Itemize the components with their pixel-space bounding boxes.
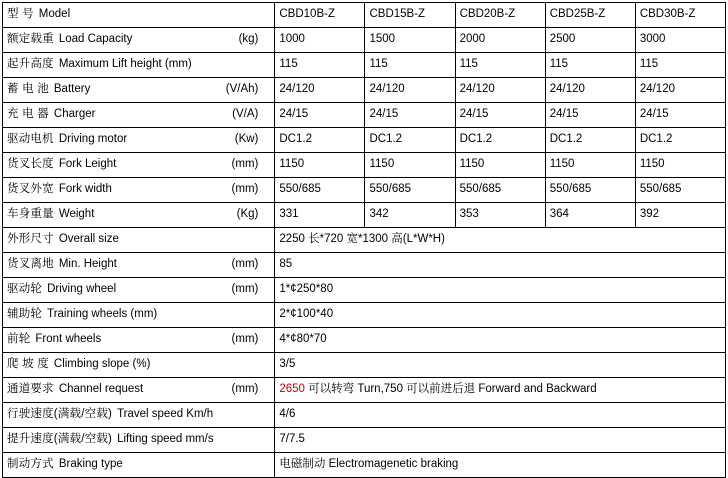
cell-value: 550/685 [545, 178, 635, 203]
cell-value: 353 [455, 203, 545, 228]
cell-value-merged: 3/5 [275, 353, 726, 378]
table-row [3, 328, 726, 353]
row-label-model [3, 3, 275, 28]
row-label-en: Weight [58, 208, 95, 220]
cell-value: 115 [365, 53, 455, 78]
cell-value: DC1.2 [455, 128, 545, 153]
row-label-cn: 充 电 器 [7, 108, 49, 120]
row-label [3, 253, 275, 278]
cell-value-merged: 2*¢100*40 [275, 303, 726, 328]
cell-value: 1150 [365, 153, 455, 178]
row-label-cn: 驱动电机 [7, 133, 54, 145]
row-label-en: Fork width [58, 183, 112, 195]
row-label-unit: (mm) [231, 383, 259, 395]
cell-value: 115 [275, 53, 365, 78]
row-label-en: Model [38, 8, 71, 20]
row-label [3, 28, 275, 53]
row-label [3, 178, 275, 203]
row-label-cn: 行驶速度(满载/空载) [7, 408, 113, 420]
row-label [3, 103, 275, 128]
table-row [3, 153, 726, 178]
row-label-en: Lifting speed mm/s [117, 433, 214, 445]
row-label [3, 203, 275, 228]
cell-value-merged: 4*¢80*70 [275, 328, 726, 353]
row-label-en: Maximum Lift height (mm) [58, 58, 192, 70]
row-label [3, 53, 275, 78]
specification-table [2, 2, 726, 478]
cell-value-text: 可以转弯 Turn,750 可以前进后退 Forward and Backward [304, 383, 597, 395]
cell-value: 115 [545, 53, 635, 78]
table-row-model [3, 3, 726, 28]
cell-value: CBD15B-Z [365, 3, 455, 28]
row-label-unit: (kg) [238, 33, 259, 45]
cell-value: 342 [365, 203, 455, 228]
cell-value: DC1.2 [365, 128, 455, 153]
cell-value: 550/685 [365, 178, 455, 203]
row-label-unit: (Kg) [236, 208, 259, 220]
table-row [3, 253, 726, 278]
cell-value: 550/685 [635, 178, 725, 203]
cell-value: 364 [545, 203, 635, 228]
cell-value: 24/15 [635, 103, 725, 128]
row-label-cn: 货叉离地 [7, 258, 54, 270]
cell-value: DC1.2 [545, 128, 635, 153]
row-label-en: Overall size [58, 233, 119, 245]
row-label [3, 453, 275, 478]
cell-value: 115 [635, 53, 725, 78]
row-label-en: Fork Leight [58, 158, 117, 170]
row-label [3, 303, 275, 328]
row-label [3, 378, 275, 403]
row-label-en: Charger [53, 108, 96, 120]
row-label-cn: 爬 坡 度 [7, 358, 49, 370]
row-label [3, 228, 275, 253]
cell-value: 1150 [275, 153, 365, 178]
row-label-cn: 车身重量 [7, 208, 54, 220]
cell-value: 1150 [455, 153, 545, 178]
row-label-unit: (mm) [231, 333, 259, 345]
cell-value-merged: 2250 长*720 宽*1300 高(L*W*H) [275, 228, 726, 253]
row-label-unit: (mm) [231, 283, 259, 295]
cell-value: 1000 [275, 28, 365, 53]
row-label-en: Braking type [58, 458, 123, 470]
cell-value: 24/120 [545, 78, 635, 103]
cell-value: 24/120 [275, 78, 365, 103]
table-row [3, 53, 726, 78]
row-label-en: Load Capacity [58, 33, 133, 45]
row-label-cn: 外形尺寸 [7, 233, 54, 245]
highlighted-value: 2650 [279, 383, 305, 395]
row-label-cn: 蓄 电 池 [7, 83, 49, 95]
table-row [3, 28, 726, 53]
row-label-en: Climbing slope (%) [53, 358, 151, 370]
cell-value: CBD10B-Z [275, 3, 365, 28]
cell-value: CBD20B-Z [455, 3, 545, 28]
row-label-en: Min. Height [58, 258, 117, 270]
table-row [3, 403, 726, 428]
cell-value: 550/685 [455, 178, 545, 203]
cell-value: 331 [275, 203, 365, 228]
cell-value: 1150 [635, 153, 725, 178]
cell-value: CBD30B-Z [635, 3, 725, 28]
table-row [3, 353, 726, 378]
cell-value: 24/120 [365, 78, 455, 103]
table-row [3, 453, 726, 478]
cell-value: CBD25B-Z [545, 3, 635, 28]
cell-value: 392 [635, 203, 725, 228]
row-label [3, 328, 275, 353]
cell-value: 115 [455, 53, 545, 78]
row-label [3, 78, 275, 103]
row-label-cn: 通道要求 [7, 383, 54, 395]
table-row-channel-request [3, 378, 726, 403]
table-row [3, 103, 726, 128]
row-label-en: Front wheels [35, 333, 102, 345]
row-label-en: Driving wheel [47, 283, 117, 295]
row-label-unit: (mm) [231, 258, 259, 270]
cell-value-merged: 1*¢250*80 [275, 278, 726, 303]
table-row [3, 78, 726, 103]
row-label-cn: 前轮 [7, 333, 31, 345]
cell-value-merged: 7/7.5 [275, 428, 726, 453]
row-label-unit: (V/Ah) [225, 83, 259, 95]
row-label [3, 278, 275, 303]
cell-value: 24/120 [455, 78, 545, 103]
table-row [3, 178, 726, 203]
row-label [3, 128, 275, 153]
cell-value: 24/120 [635, 78, 725, 103]
row-label-en: Battery [53, 83, 91, 95]
table-row [3, 228, 726, 253]
row-label-en: Channel request [58, 383, 144, 395]
cell-value: DC1.2 [275, 128, 365, 153]
cell-value: 550/685 [275, 178, 365, 203]
cell-value-merged: 4/6 [275, 403, 726, 428]
cell-value: 2000 [455, 28, 545, 53]
cell-value-merged [275, 378, 726, 403]
row-label-en: Driving motor [58, 133, 128, 145]
cell-value: DC1.2 [635, 128, 725, 153]
table-row [3, 428, 726, 453]
table-row [3, 303, 726, 328]
row-label-cn: 货叉外宽 [7, 183, 54, 195]
table-row [3, 203, 726, 228]
cell-value: 24/15 [365, 103, 455, 128]
cell-value-merged: 电磁制动 Electromagenetic braking [275, 453, 726, 478]
row-label-unit: (mm) [231, 158, 259, 170]
row-label-en: Travel speed Km/h [117, 408, 214, 420]
row-label-unit: (V/A) [232, 108, 259, 120]
row-label-cn: 起升高度 [7, 58, 54, 70]
cell-value: 3000 [635, 28, 725, 53]
row-label-cn: 额定载重 [7, 33, 54, 45]
table-row [3, 278, 726, 303]
cell-value: 1150 [545, 153, 635, 178]
row-label-unit: (mm) [231, 183, 259, 195]
cell-value: 24/15 [275, 103, 365, 128]
cell-value: 24/15 [545, 103, 635, 128]
row-label-en: Training wheels (mm) [47, 308, 158, 320]
row-label [3, 153, 275, 178]
row-label-cn: 辅助轮 [7, 308, 43, 320]
row-label [3, 403, 275, 428]
row-label-unit: (Kw) [234, 133, 259, 145]
row-label [3, 353, 275, 378]
row-label-cn: 制动方式 [7, 458, 54, 470]
table-body [3, 3, 726, 478]
cell-value: 2500 [545, 28, 635, 53]
row-label-cn: 驱动轮 [7, 283, 43, 295]
table-row [3, 128, 726, 153]
cell-value-merged: 85 [275, 253, 726, 278]
row-label-cn: 提升速度(满载/空载) [7, 433, 113, 445]
row-label [3, 428, 275, 453]
row-label-cn: 货叉长度 [7, 158, 54, 170]
cell-value: 24/15 [455, 103, 545, 128]
cell-value: 1500 [365, 28, 455, 53]
row-label-cn: 型 号 [7, 8, 34, 20]
